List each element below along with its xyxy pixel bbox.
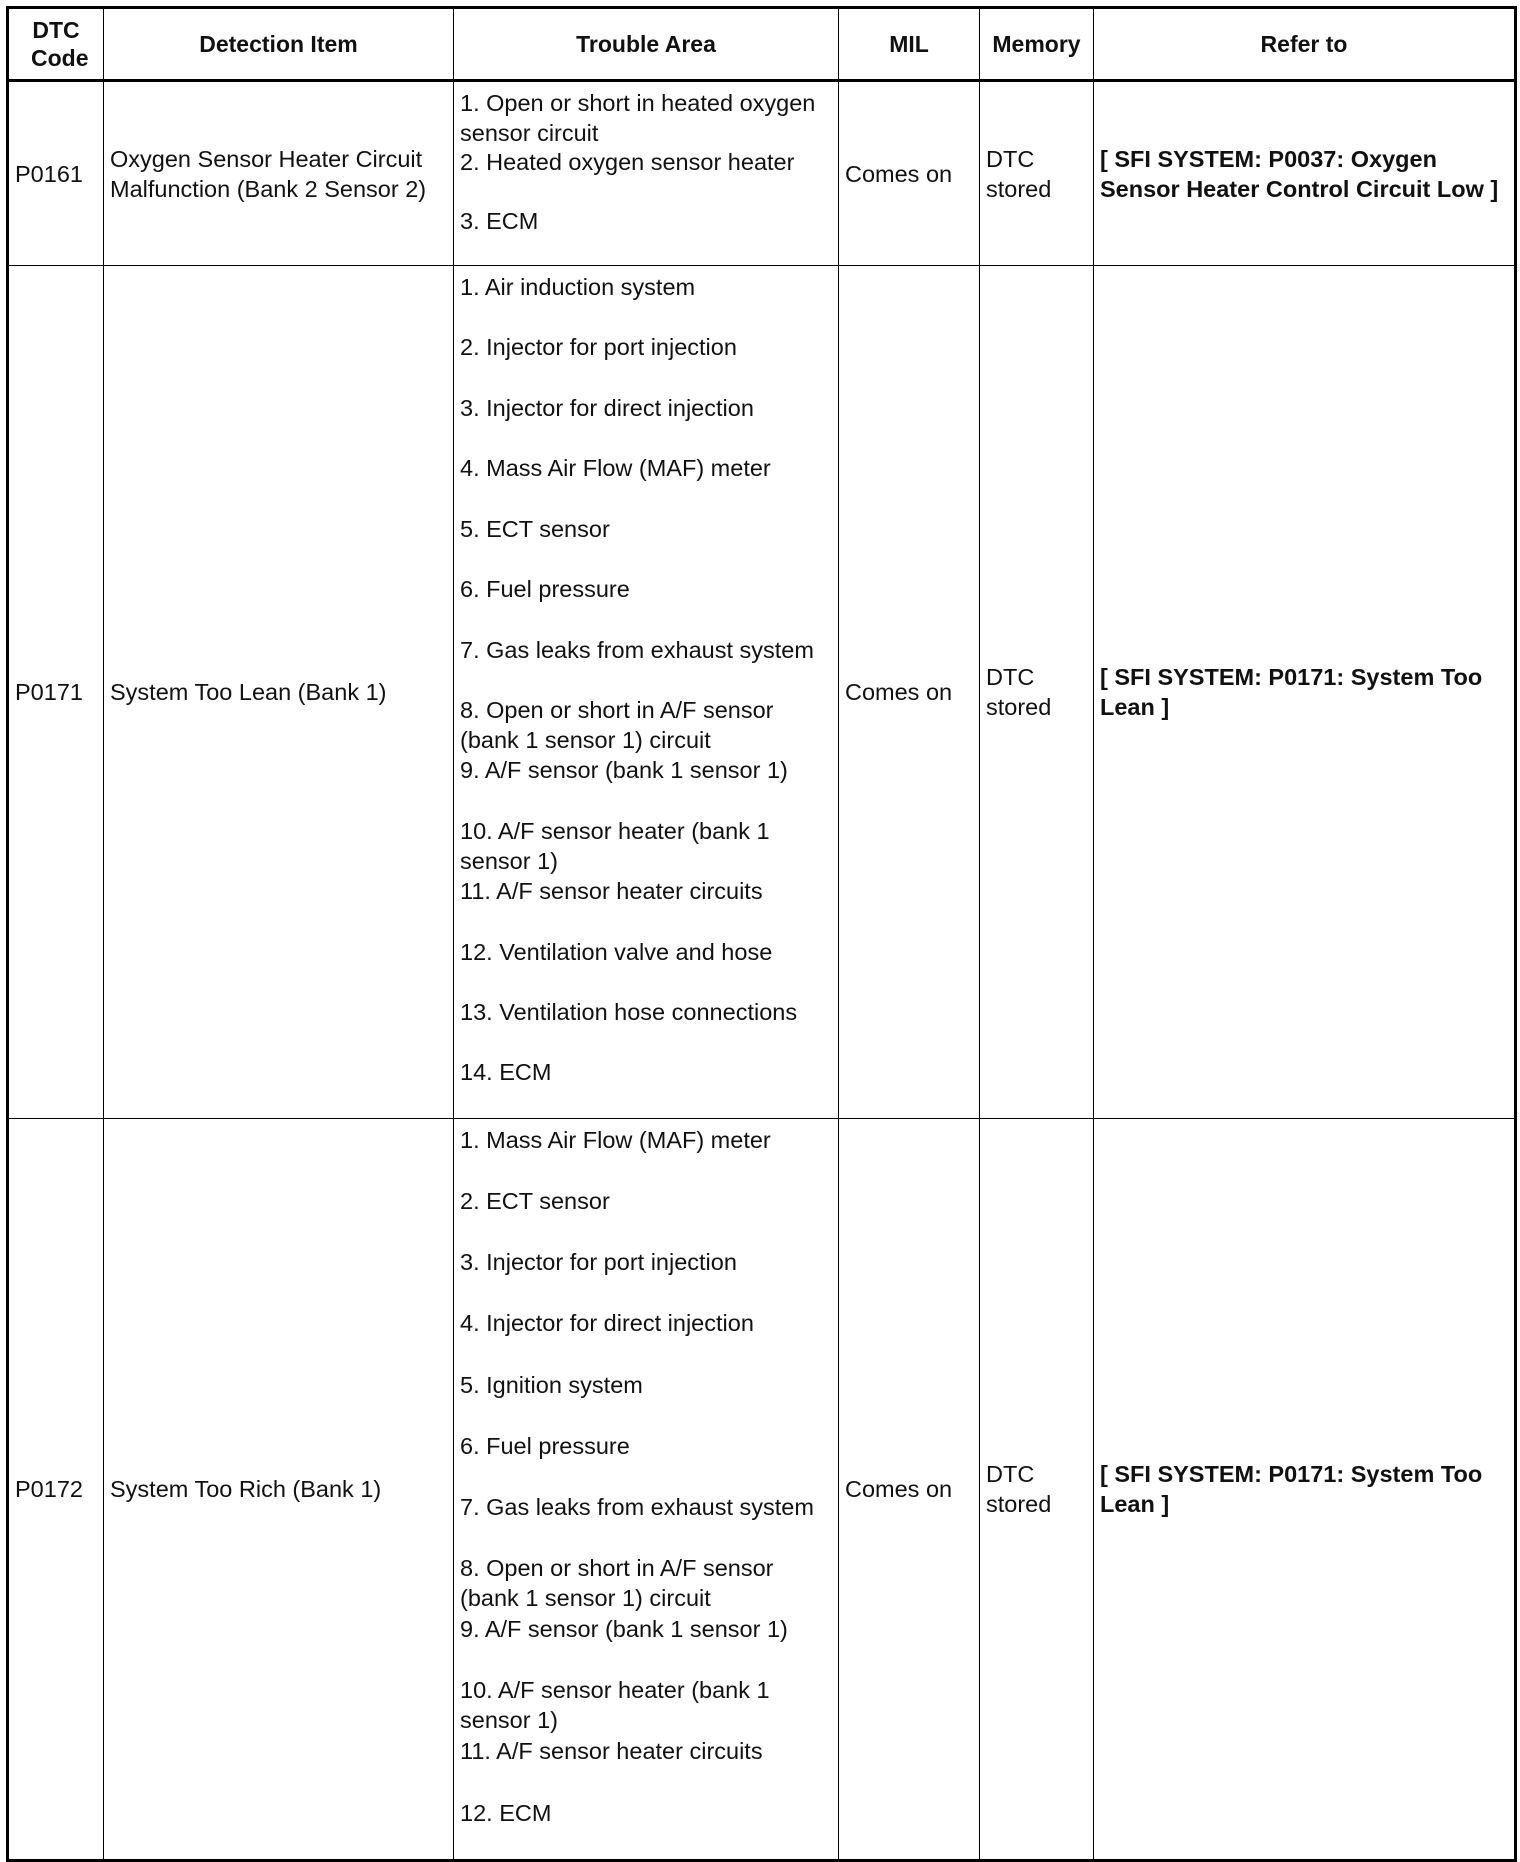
trouble-area-item: 10. A/F sensor heater (bank 1 sensor 1) — [460, 817, 770, 874]
detection-item-cell: System Too Lean (Bank 1) — [104, 266, 454, 1119]
trouble-area-item: 2. Heated oxygen sensor heater — [460, 149, 795, 175]
trouble-area-item: 3. Injector for port injection — [460, 1249, 737, 1276]
trouble-area-item: 8. Open or short in A/F sensor (bank 1 sensor 1) circuit — [460, 1555, 774, 1611]
mil-cell: Comes on — [839, 81, 980, 266]
memory-text: DTC stored — [986, 663, 1052, 720]
trouble-area-item: 3. Injector for direct injection — [460, 394, 754, 421]
trouble-area-item: 7. Gas leaks from exhaust system — [460, 636, 814, 663]
dtc-code-cell: P0171 — [8, 266, 104, 1119]
trouble-area-item: 6. Fuel pressure — [460, 576, 630, 603]
trouble-area-cell — [454, 266, 839, 1119]
trouble-area-item: 5. Ignition system — [460, 1371, 643, 1398]
trouble-area-item: 4. Mass Air Flow (MAF) meter — [460, 455, 771, 482]
table-row — [8, 81, 1516, 266]
table-body — [8, 81, 1516, 1861]
dtc-code-cell: P0172 — [8, 1118, 104, 1860]
trouble-area-list — [454, 82, 838, 265]
memory-cell — [980, 81, 1094, 266]
trouble-area-item: 7. Gas leaks from exhaust system — [460, 1493, 814, 1520]
header-detection-item: Detection Item — [104, 8, 454, 81]
table-row — [8, 1118, 1516, 1860]
refer-to-cell: [ SFI SYSTEM: P0037: Oxygen Sensor Heater Control Circuit Low ] — [1094, 81, 1516, 266]
mil-cell: Comes on — [839, 266, 980, 1119]
trouble-area-item: 5. ECT sensor — [460, 515, 610, 542]
header-row — [8, 8, 1516, 81]
refer-to-cell: [ SFI SYSTEM: P0171: System Too Lean ] — [1094, 266, 1516, 1119]
trouble-area-item: 14. ECM — [460, 1059, 552, 1086]
trouble-area-cell — [454, 1118, 839, 1860]
trouble-area-item: 6. Fuel pressure — [460, 1432, 630, 1459]
trouble-area-item: 8. Open or short in A/F sensor (bank 1 sensor 1) circuit — [460, 696, 774, 753]
refer-to-cell: [ SFI SYSTEM: P0171: System Too Lean ] — [1094, 1118, 1516, 1860]
mil-cell: Comes on — [839, 1118, 980, 1860]
trouble-area-item: 1. Air induction system — [460, 274, 696, 300]
trouble-area-item: 9. A/F sensor (bank 1 sensor 1) — [460, 757, 788, 784]
trouble-area-item: 1. Open or short in heated oxygen sensor circuit — [460, 90, 816, 146]
trouble-area-item: 4. Injector for direct injection — [460, 1310, 754, 1337]
memory-text: DTC stored — [986, 145, 1052, 202]
memory-cell — [980, 1118, 1094, 1860]
dtc-code-cell: P0161 — [8, 81, 104, 266]
memory-cell — [980, 266, 1094, 1119]
trouble-area-item: 9. A/F sensor (bank 1 sensor 1) — [460, 1616, 788, 1643]
dtc-table — [6, 6, 1517, 1862]
trouble-area-item: 13. Ventilation hose connections — [460, 999, 798, 1026]
header-dtc-code: DTC Code — [8, 8, 104, 81]
detection-item-cell: Oxygen Sensor Heater Circuit Malfunction (Bank 2 Sensor 2) — [104, 81, 454, 266]
trouble-area-cell — [454, 81, 839, 266]
trouble-area-item: 1. Mass Air Flow (MAF) meter — [460, 1126, 771, 1153]
trouble-area-item: 12. ECM — [460, 1799, 552, 1826]
header-trouble-area: Trouble Area — [454, 8, 839, 81]
trouble-area-list — [454, 1119, 838, 1859]
header-mil: MIL — [839, 8, 980, 81]
table-row — [8, 266, 1516, 1119]
header-memory: Memory — [980, 8, 1094, 81]
trouble-area-item: 2. ECT sensor — [460, 1188, 610, 1215]
trouble-area-item: 11. A/F sensor heater circuits — [460, 878, 763, 905]
trouble-area-item: 2. Injector for port injection — [460, 334, 737, 361]
header-refer-to: Refer to — [1094, 8, 1516, 81]
trouble-area-item: 10. A/F sensor heater (bank 1 sensor 1) — [460, 1677, 770, 1734]
trouble-area-item: 11. A/F sensor heater circuits — [460, 1738, 763, 1765]
trouble-area-item: 3. ECM — [460, 208, 539, 234]
trouble-area-item: 12. Ventilation valve and hose — [460, 938, 773, 965]
memory-text: DTC stored — [986, 1460, 1052, 1517]
detection-item-cell: System Too Rich (Bank 1) — [104, 1118, 454, 1860]
trouble-area-list — [454, 266, 838, 1118]
